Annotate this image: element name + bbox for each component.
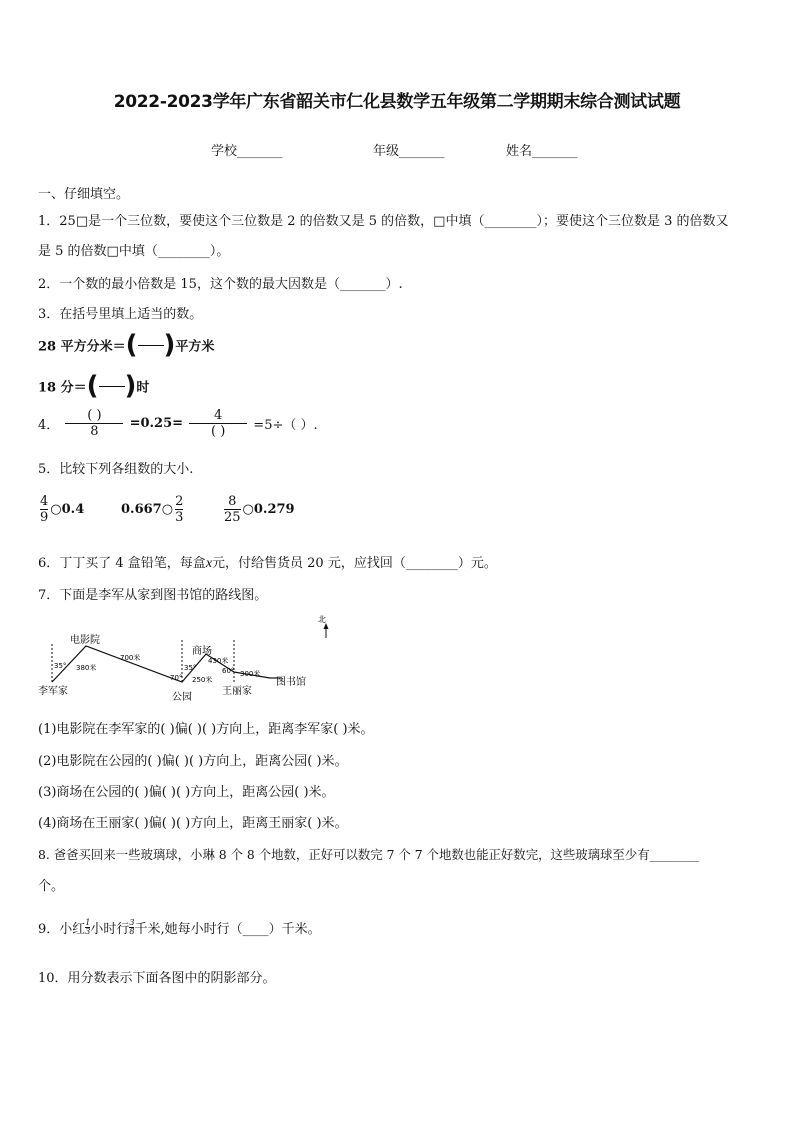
question-5: 5．比较下列各组数的大小. (38, 462, 194, 477)
dist-700-label: 700米 (120, 654, 141, 662)
question-7-sub-3: (3)商场在公园的( )偏( )( )方向上，距离公园( )米。 (38, 785, 335, 800)
q4-fraction-2 (189, 408, 247, 439)
dist-250-label: 250米 (192, 676, 213, 684)
question-4 (38, 408, 318, 439)
q3b-left: 18 分＝ (38, 380, 87, 396)
mall-label: 商场 (192, 646, 212, 657)
name-blank: _______ (532, 144, 578, 159)
q5-item-b (121, 494, 185, 525)
q5c-tail: ○0.279 (242, 502, 295, 517)
dist-300-label: 300米 (240, 670, 261, 678)
q5a-fraction (40, 494, 48, 525)
dist-430-label: 430米 (208, 657, 229, 665)
question-6 (38, 552, 497, 572)
q9-f1-num: 1 (85, 918, 91, 927)
angle-35-label: 35° (54, 662, 67, 670)
q4-f2-num: 4 (214, 408, 223, 423)
angle-70-label: 70° (170, 674, 183, 682)
q9-f1-den: 3 (85, 927, 91, 936)
q5b-den: 3 (175, 510, 184, 525)
q9-f2-num: 3 (129, 918, 135, 927)
q4-f1-den: 8 (90, 424, 99, 439)
question-1-line-1: 1．25□是一个三位数，要使这个三位数是 2 的倍数又是 5 的倍数，□中填（________）；要使这个三位数是 3 的倍数又 (38, 214, 729, 229)
question-3b (38, 373, 149, 399)
q5c-num: 8 (228, 494, 237, 509)
name-field (506, 140, 578, 159)
q5b-num: 2 (175, 494, 184, 509)
question-1-line-2: 是 5 的倍数□中填（________）。 (38, 244, 230, 259)
q6-tail: 元，付给售货员 20 元，应找回（________）元。 (212, 556, 497, 571)
q4-tail: =5÷（ ）. (253, 418, 318, 433)
question-9 (38, 918, 321, 937)
grade-field (373, 140, 445, 159)
question-3a (38, 332, 214, 358)
question-7-sub-2: (2)电影院在公园的( )偏( )( )方向上，距离公园( )米。 (38, 754, 348, 769)
school-field (211, 140, 283, 159)
q9-tail: 千米,她每小时行（____）千米。 (134, 922, 321, 937)
school-blank: _______ (237, 144, 283, 159)
q5a-den: 9 (40, 510, 49, 525)
q5-item-a (38, 494, 84, 525)
q5b-head: 0.667○ (121, 502, 174, 517)
q3a-fraction-blank: ( ) (125, 330, 176, 360)
grade-label: 年级 (373, 144, 400, 159)
question-3: 3．在括号里填上适当的数。 (38, 307, 203, 322)
home-label: 李军家 (38, 686, 68, 697)
wang-label: 王丽家 (222, 686, 252, 697)
route-map (30, 610, 330, 705)
q4-f2-den: ( ) (211, 424, 226, 439)
library-label: 图书馆 (276, 677, 306, 688)
q9-head: 9．小红 (38, 922, 86, 937)
question-8-line-2: 个。 (38, 879, 65, 894)
q5a-tail: ○0.4 (50, 502, 85, 517)
q9-mid: 小时行 (90, 922, 130, 937)
q3b-fraction-blank: ( ) (86, 371, 137, 401)
section-heading: 一、仔细填空。 (38, 187, 130, 202)
q4-mid: =0.25= (129, 416, 184, 431)
angle-35b-label: 35° (184, 664, 197, 672)
q5a-num: 4 (40, 494, 49, 509)
question-10: 10．用分数表示下面各图中的阴影部分。 (38, 971, 276, 986)
q5b-fraction (175, 494, 183, 525)
q3a-right: 平方米 (175, 339, 215, 355)
q4-fraction-1 (65, 408, 123, 439)
angle-60-label: 60° (222, 667, 235, 675)
question-7-sub-4: (4)商场在王丽家( )偏( )( )方向上，距离王丽家( )米。 (38, 816, 348, 831)
q9-f2-den: 8 (129, 927, 135, 936)
north-label: 北 (318, 615, 326, 624)
q3a-left: 28 平方分米＝ (38, 339, 126, 355)
q5c-den: 25 (224, 510, 241, 525)
q5-item-c (222, 494, 295, 525)
grade-blank: _______ (399, 144, 445, 159)
q4-num: 4． (38, 418, 60, 433)
question-7: 7．下面是李军从家到图书馆的路线图。 (38, 588, 268, 603)
page-title: 2022-2023学年广东省韶关市仁化县数学五年级第二学期期末综合测试试题 (113, 92, 681, 112)
question-8-line-1: 8. 爸爸买回来一些玻璃球，小琳 8 个 8 个地数，正好可以数完 7 个 7 个地数也能正好数完，这些玻璃球至少有________ (38, 847, 700, 862)
q3b-right: 时 (136, 380, 150, 396)
park-label: 公园 (172, 692, 192, 703)
school-label: 学校 (211, 144, 238, 159)
cinema-label: 电影院 (70, 635, 100, 646)
q6-head: 6．丁丁买了 4 盒铅笔，每盒 (38, 556, 206, 571)
question-2: 2．一个数的最小倍数是 15，这个数的最大因数是（_______）. (38, 277, 403, 292)
q5c-fraction (224, 494, 241, 525)
q4-f1-num: ( ) (87, 408, 102, 423)
question-7-sub-1: (1)电影院在李军家的( )偏( )( )方向上，距离李军家( )米。 (38, 722, 374, 737)
q6-variable: x (205, 556, 213, 571)
name-label: 姓名 (506, 144, 533, 159)
dist-380-label: 380米 (76, 664, 97, 672)
